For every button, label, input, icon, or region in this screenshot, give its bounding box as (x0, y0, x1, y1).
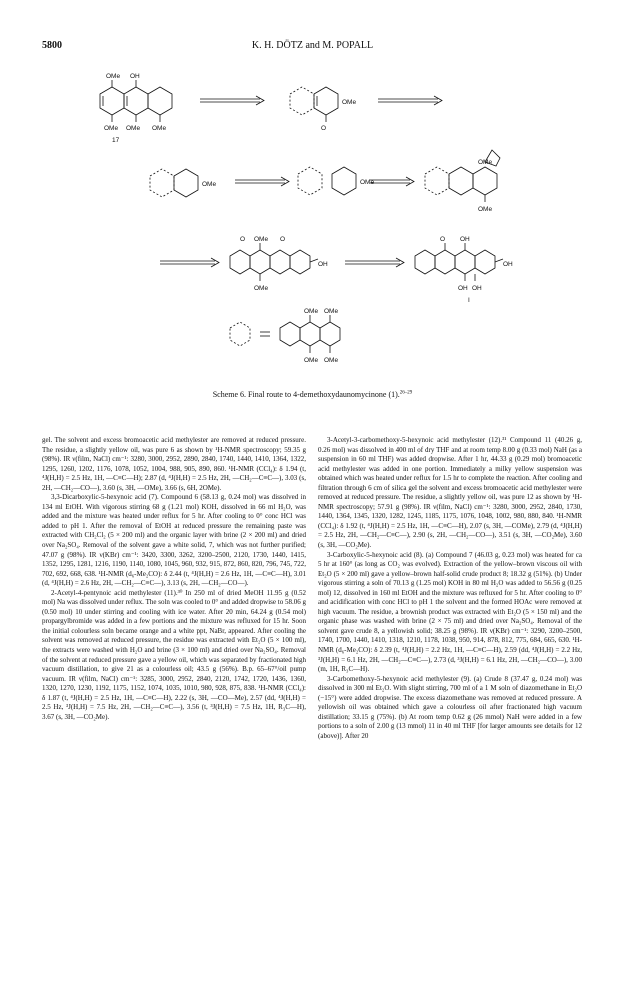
label-ome-row2a: OMe (202, 181, 217, 188)
paragraph: 3,3-Dicarboxylic-5-hexynoic acid (7). Compound 6 (58.13 g, 0.24 mol) was dissolved in 134 ml EtOH. With vigorous stirring 68 g (1.21 mol) KOH, dissolved in 66 ml H₂O, was added and the mixture was heated under reflux for 5 hr. After cooling to 0° conc HCl was added to pH 1. After the removal of EtOH at reduced pressure the remaining paste was extracted with CH₂Cl₂ (5 × 200 ml) and the organic layer with brine (2 × 200 ml) and dried over Na₂SO₄. Removal of the solvent gave a white solid, 7, which was not further purified; 47.07 g (98%). IR ν(KBr) cm⁻¹: 3420, 3300, 3262, 3200–2500, 2120, 1730, 1440, 1415, 1352, 1295, 1281, 1216, 1190, 1140, 1080, 1045, 960, 932, 915, 872, 860, 820, 796, 745, 722, 702, 692, 668, 638. ¹H-NMR (d₆-Me₂CO): δ 2.44 (t, ⁴J(H,H) = 2.6 Hz, 1H, —C≡C—H), 3.01 (d, ⁴J(H,H) = 2.6 Hz, 2H, —CH₂—C≡C—), 3.13 (s, 2H, —CH₂—CO—). (42, 493, 306, 588)
reaction-arrow-3 (235, 177, 289, 186)
label-oh-final-top: OH (460, 236, 470, 243)
reaction-arrow-5 (160, 258, 219, 267)
page-number: 5800 (42, 40, 62, 51)
reaction-arrow-6 (345, 258, 404, 267)
reaction-arrow-2 (378, 96, 442, 105)
legend-symbol-structure (230, 322, 270, 346)
label-ome-legend-b2: OMe (324, 357, 339, 364)
label-ome-row1: OMe (342, 99, 357, 106)
label-ome-legend-b1: OMe (304, 357, 319, 364)
paragraph: 3-Carbomethoxy-5-hexynoic acid methylester (9). (a) Crude 8 (37.47 g, 0.24 mol) was dissolved in 300 ml Et₂O. With slight stirring, 700 ml of a 1 M soln of diazomethane in Et₂O (−15°) were added dropwise. The excess diazomethane was removed at reduced pressure. A yellowish oil was obtained which gave a colourless oil after fractionated high vacuum distillation; 33.15 g (75%). (b) At room temp 0.62 g (26 mmol) NaH were added in a few portions to a soln of 2.00 g (13 mmol) 11 in 40 ml THF [for larger amounts see details for 12 (above)]. After 20 (318, 674, 582, 740)
paragraph: gel. The solvent and excess bromoacetic acid methylester are removed at reduced pressure. The residue, a slightly yellow oil, was pure 6 as shown by ¹H-NMR spectroscopy; 59.35 g (98%). IR ν(film, NaCl) cm⁻¹: 3280, 3000, 2952, 2890, 2840, 1740, 1440, 1410, 1364, 1322, 1295, 1260, 1202, 1176, 1078, 1052, 1004, 988, 905, 890, 860. ¹H-NMR (CCl₄): δ 1.94 (t, ⁴J(H,H) = 2.5 Hz, 1H, —C≡C—H); 2.87 (d, ⁴J(H,H) = 2.5 Hz, 2H, —CH₂—C≡C—), 3.03 (s, 2H, —CH₂—CO—), 3.60 (s, 3H, —OMe), 3.66 (s, 6H, 2OMe). (42, 436, 306, 492)
label-ome-legend-t2: OMe (324, 308, 339, 315)
label-ome-row2b: OMe (360, 179, 375, 186)
label-oh-final-side: OH (503, 261, 513, 268)
label-oh-final-b2: OH (472, 285, 482, 292)
compound-17-structure (100, 80, 172, 122)
right-text-column (318, 436, 582, 742)
label-ome-17-top: OMe (106, 73, 121, 80)
quinone-intermediate-structure (230, 243, 318, 281)
label-oh-final-b1: OH (458, 285, 468, 292)
label-o-quinone-2: O (280, 236, 286, 243)
running-header-authors: K. H. DÖTZ and M. POPALL (251, 40, 374, 51)
label-o-row1: O (321, 125, 327, 132)
label-ome-ketal-bottom: OMe (478, 206, 493, 213)
label-ome-legend-t1: OMe (304, 308, 319, 315)
label-ome-17-b1: OMe (104, 125, 119, 132)
intermediate-dimer-structure (150, 169, 198, 197)
ketal-product-structure (425, 150, 500, 202)
left-text-column (42, 436, 306, 722)
label-ome-quinone-bottom: OMe (254, 285, 269, 292)
scheme-caption (0, 390, 625, 399)
intermediate-ketal-precursor-structure (298, 167, 356, 195)
label-o-quinone-1: O (240, 236, 246, 243)
compound-label-17: 17 (112, 137, 120, 144)
label-ome-17-b3: OMe (152, 125, 167, 132)
label-oh-17-top: OH (130, 73, 140, 80)
compound-1-structure (415, 243, 503, 281)
label-ome-ketal-top: OMe (478, 159, 493, 166)
intermediate-cyclohexanone-structure (290, 87, 338, 122)
paragraph: 2-Acetyl-4-pentynoic acid methylester (11).³⁰ In 250 ml of dried MeOH 11.95 g (0.52 mol) Na was dissolved under reflux. The soln was cooled to 0° and added dropwise to 58.06 g (0.50 mol) 10 under stirring and cooling with ice water. After 20 min, 64.24 g (0.54 mol) propargylbromide was added in a few portions and the mixture was refluxed for 15 hr. Soon the initial colourless soln became orange and a white ppt, NaBr, appeared. After cooling the solvent was removed at reduced pressure, the residue was extracted with Et₂O (5 × 100 ml), the extracts were washed with H₂O and brine (3 × 100 ml) and dried over Na₂SO₄. Removal of the solvent at reduced pressure gave a yellow oil, which was separated by fractionated high vacuum distillation, to give 21 as a colourless oil; 43.5 g (56%). B.p. 65–67°/oil pump vacuum. IR ν(film, NaCl) cm⁻¹: 3285, 3000, 2952, 2840, 2120, 1742, 1720, 1436, 1360, 1320, 1270, 1230, 1192, 1175, 1152, 1074, 1035, 1010, 980, 928, 875, 838. ¹H-NMR (CCl₄): δ 1.87 (t, ⁴J(H,H) = 2.5 Hz, 1H, —C≡C—H), 2.22 (s, 3H, —CO—Me), 2.57 (dd, ⁴J(H,H) = 2.5 Hz, ³J(H,H) = 7.5 Hz, 2H, —CH₂—C≡C—), 3.56 (t, ³J(H,H) = 7.5 Hz, 1H, R₃C—H), 3.67 (s, 3H, —CO₂Me). (42, 588, 306, 721)
scheme-caption-text: Scheme 6. Final route to 4-demethoxydaunomycinone (1). (212, 390, 400, 399)
label-o-final: O (440, 236, 446, 243)
label-ome-17-b2: OMe (126, 125, 141, 132)
paragraph: 3-Carboxylic-5-hexynoic acid (8). (a) Compound 7 (46.03 g, 0.23 mol) was heated for ca 5 hr at 160° (as long as CO₂ was evolved). Extraction of the yellow–brown viscous oil with Et₂O (5 × 200 ml) gave a yellow–brown half-solid crude product 8; 18.32 g (51%). (b) Under vigorous stirring a soln of 70.13 g (1.25 mol) KOH in 80 ml H₂O was added to 56.56 g (0.25 mol) 12, dissolved in 160 ml EtOH and the mixture was refluxed for 5 hr. After cooling to 0° and acidification with conc HCl to pH 1 the solvent and the formed HOAc were removed at high vacuum. The residue, a brownish product was extracted with Et₂O (5 × 150 ml) and the organic phase was washed with brine (2 × 75 ml) and dried over Na₂SO₄. Removal of the solvent gave crude 8, a yellowish solid; 38.25 g (98%). IR ν(KBr) cm⁻¹: 3290, 3200–2500, 1740, 1700, 1440, 1410, 1318, 1210, 1178, 1038, 950, 914, 878, 812, 775, 684, 665, 630. ¹H-NMR (d₆-Me₂CO): δ 2.39 (t, ⁴J(H,H) = 2.2 Hz, 1H, —C≡C—H), 2.59 (dd, ⁴J(H,H) = 2.2 Hz, ³J(H,H) = 6.1 Hz, 2H, —CH₂—C≡C—), 2.73 (d, ³J(H,H) = 6.1 Hz, 2H, —CH₂—CO—), 3.00 (m, 1H, R₃C—H). (318, 550, 582, 674)
compound-label-1: I (468, 297, 470, 304)
legend-tricyclic-structure (280, 315, 340, 353)
scheme-caption-refs: 26–29 (399, 390, 413, 396)
reaction-arrow-1 (200, 96, 264, 105)
reaction-scheme (80, 66, 550, 378)
paragraph: 3-Acetyl-3-carbomethoxy-5-hexynoic acid methylester (12).³¹ Compound 11 (40.26 g, 0.26 mol) was dissolved in 400 ml of dry THF and at room temp 8.00 g (0.33 mol) NaH (as a suspension in 60 ml THF) was added dropwise. After 1 hr, 44.33 g (0.29 mol) bromoacetic acid methylester was added in one portion. Immediately a milky yellow suspension was obtained which was heated under reflux for 1.5 hr to complete the reaction. After cooling and filtration through 6 cm of silica gel the solvent and excess bromoacetic acid methylester were removed at reduced pressure. The residue, a slightly yellow oil, was pure 12 as shown by ¹H-NMR spectroscopy; 57.91 g (98%). IR ν(film, NaCl) cm⁻¹: 3280, 3000, 2952, 2840, 1730, 1440, 1364, 1345, 1320, 1282, 1245, 1185, 1175, 1076, 1048, 1002, 980, 880, 840. ¹H-NMR (CCl₄): δ 1.92 (t, ⁴J(H,H) = 2.5 Hz, 1H, —C≡C—H), 2.07 (s, 3H, —COMe), 2.79 (d, ⁴J(H,H) = 2.5 Hz, 2H, —CH₂—C≡C—), 2.90 (s, 2H, —CH₂—CO—), 3.51 (s, 3H, —CO₂Me), 3.60 (s, 3H, —CO₂Me). (318, 436, 582, 550)
reaction-arrow-4 (370, 177, 414, 186)
label-oh-quinone: OH (318, 261, 328, 268)
label-ome-quinone-top: OMe (254, 236, 269, 243)
